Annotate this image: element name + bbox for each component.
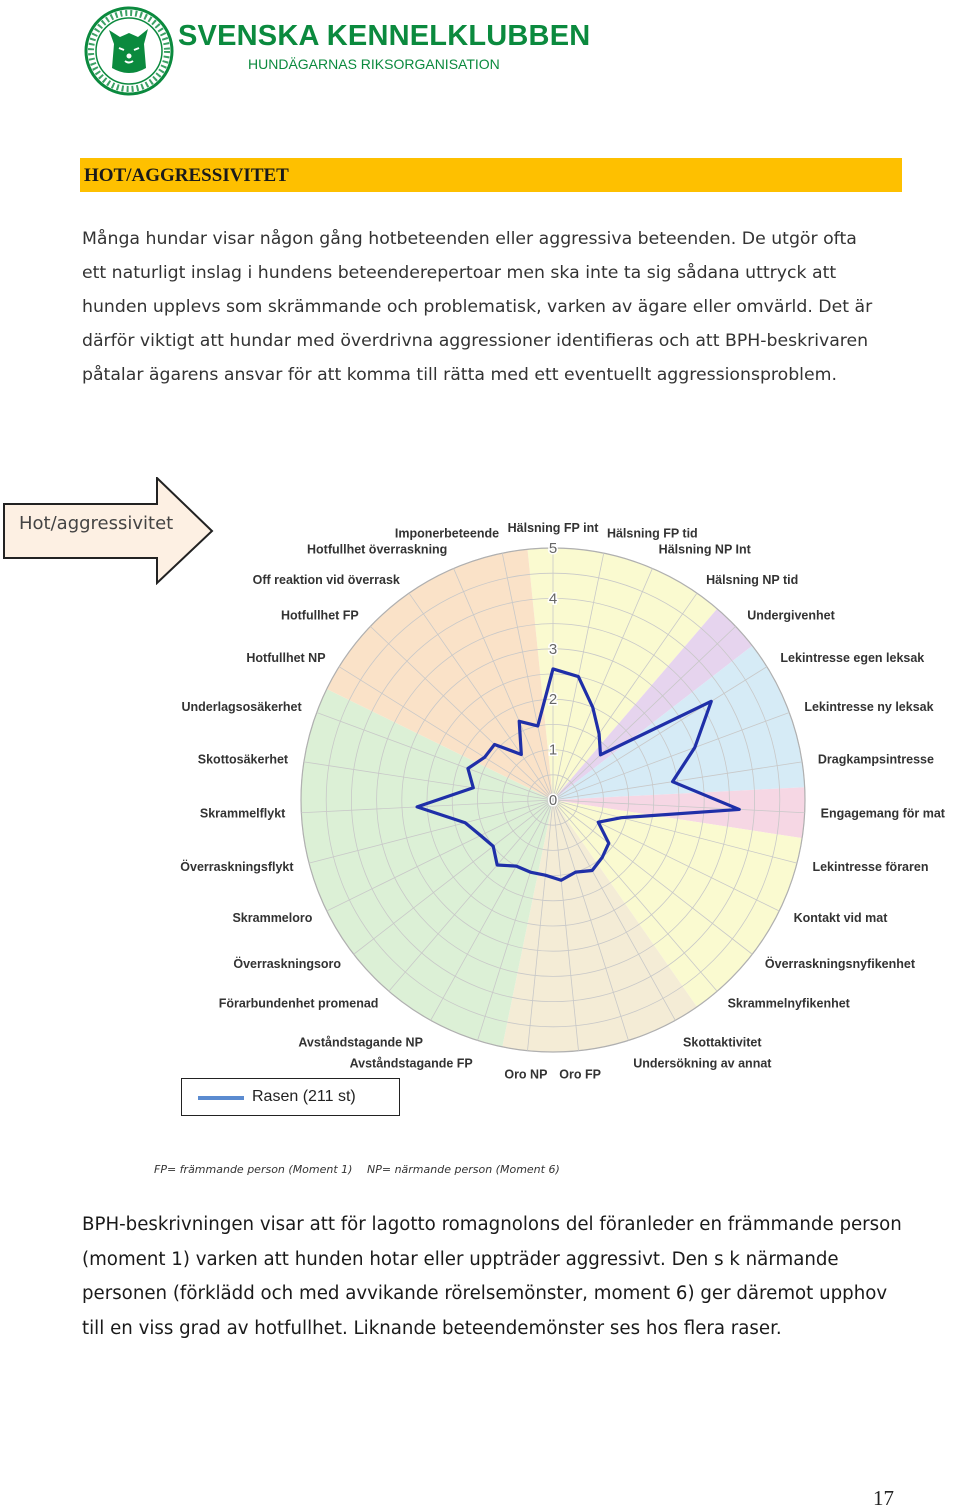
abbreviation-fp: FP= främmande person (Moment 1) (154, 1163, 353, 1176)
intro-line: ett naturligt inslag i hundens beteenderepertoar men ska inte ta sig sådana uttryck att (82, 263, 837, 283)
radar-category-label: Överraskningsoro (233, 957, 342, 972)
abbreviation-np: NP= närmande person (Moment 6) (367, 1163, 560, 1176)
section-header-bar (80, 158, 902, 192)
arrow-label: Hot/aggressivitet (19, 513, 174, 534)
section-title: HOT/AGGRESSIVITET (84, 165, 289, 186)
radar-category-label: Kontakt vid mat (793, 911, 888, 926)
radar-tick-label: 1 (548, 741, 558, 759)
intro-line: hunden upplevs som skrämmande och problematisk, varken av ägare eller omvärld. Det är (82, 297, 873, 317)
radar-category-label: Undergivenhet (747, 608, 835, 623)
radar-category-label: Engagemang för mat (820, 806, 945, 821)
closing-line: personen (förklädd och med avvikande rörelsemönster, moment 6) ger däremot upphov (82, 1283, 888, 1304)
radar-category-label: Avståndstagande NP (298, 1035, 423, 1050)
radar-category-label: Oro FP (559, 1067, 601, 1080)
radar-category-label: Skrammeloro (232, 911, 313, 926)
radar-category-label: Lekintresse egen leksak (780, 651, 925, 666)
intro-line: därför viktigt att hundar med överdrivna aggressioner identifieras och att BPH-beskrivaren (82, 331, 869, 351)
radar-category-label: Off reaktion vid överrask (252, 573, 400, 588)
radar-category-label: Hotfullhet FP (280, 608, 359, 623)
radar-category-label: Skottosäkerhet (197, 752, 289, 767)
radar-tick-label: 0 (548, 792, 558, 809)
page-number: 17 (873, 1486, 894, 1510)
intro-line: Många hundar visar någon gång hotbeteenden eller aggressiva beteenden. De utgör ofta (82, 229, 857, 249)
radar-tick-label: 5 (548, 540, 558, 557)
radar-category-label: Hälsning FP int (507, 521, 599, 535)
radar-category-label: Skrammelflykt (199, 806, 286, 821)
radar-category-label: Skottaktivitet (683, 1035, 762, 1050)
radar-tick-label: 3 (548, 640, 558, 658)
closing-line: (moment 1) varken att hunden hotar eller uppträder aggressivt. Den s k närmande (82, 1248, 839, 1270)
radar-chart (180, 520, 960, 1080)
radar-category-label: Hälsning NP tid (706, 573, 799, 588)
radar-category-label: Lekintresse föraren (812, 860, 929, 875)
brand-name: SVENSKA KENNELKLUBBEN (178, 20, 591, 52)
radar-category-label: Överraskningsflykt (180, 860, 294, 875)
radar-tick-label: 2 (548, 691, 558, 709)
closing-paragraph (82, 1208, 912, 1346)
radar-category-label: Överraskningsnyfikenhet (764, 957, 915, 972)
radar-category-label: Dragkampsintresse (817, 752, 934, 767)
closing-line: BPH-beskrivningen visar att för lagotto romagnolons del föranleder en främmande person (82, 1214, 902, 1235)
legend-label: Rasen (211 st) (252, 1088, 356, 1105)
kennel-club-logo (84, 6, 174, 96)
radar-category-label: Avståndstagande FP (349, 1056, 473, 1071)
closing-line: till en viss grad av hotfullhet. Liknande beteendemönster ses hos flera raser. (82, 1317, 782, 1339)
radar-category-label: Hotfullhet överraskning (307, 542, 448, 557)
radar-category-label: Hotfullhet NP (246, 651, 326, 666)
legend-swatch (198, 1096, 244, 1100)
dog-head-seal-icon (84, 6, 174, 96)
radar-category-label: Undersökning av annat (633, 1056, 772, 1071)
intro-paragraph (82, 222, 902, 392)
radar-category-label: Oro NP (504, 1067, 548, 1080)
radar-category-label: Skrammelnyfikenhet (727, 996, 850, 1011)
chart-legend (181, 1078, 400, 1116)
radar-category-label: Imponerbeteende (394, 526, 500, 541)
radar-category-label: Hälsning FP tid (606, 526, 698, 541)
brand-subtitle: HUNDÄGARNAS RIKSORGANISATION (248, 56, 500, 72)
radar-category-label: Underlagsosäkerhet (181, 699, 302, 714)
radar-category-label: Lekintresse ny leksak (804, 699, 934, 714)
intro-line: påtalar ägarens ansvar för att komma till rätta med ett eventuellt aggressionsproblem. (82, 365, 837, 385)
radar-category-label: Hälsning NP Int (658, 542, 751, 557)
radar-category-label: Förarbundenhet promenad (218, 996, 379, 1011)
radar-tick-label: 4 (548, 590, 558, 608)
